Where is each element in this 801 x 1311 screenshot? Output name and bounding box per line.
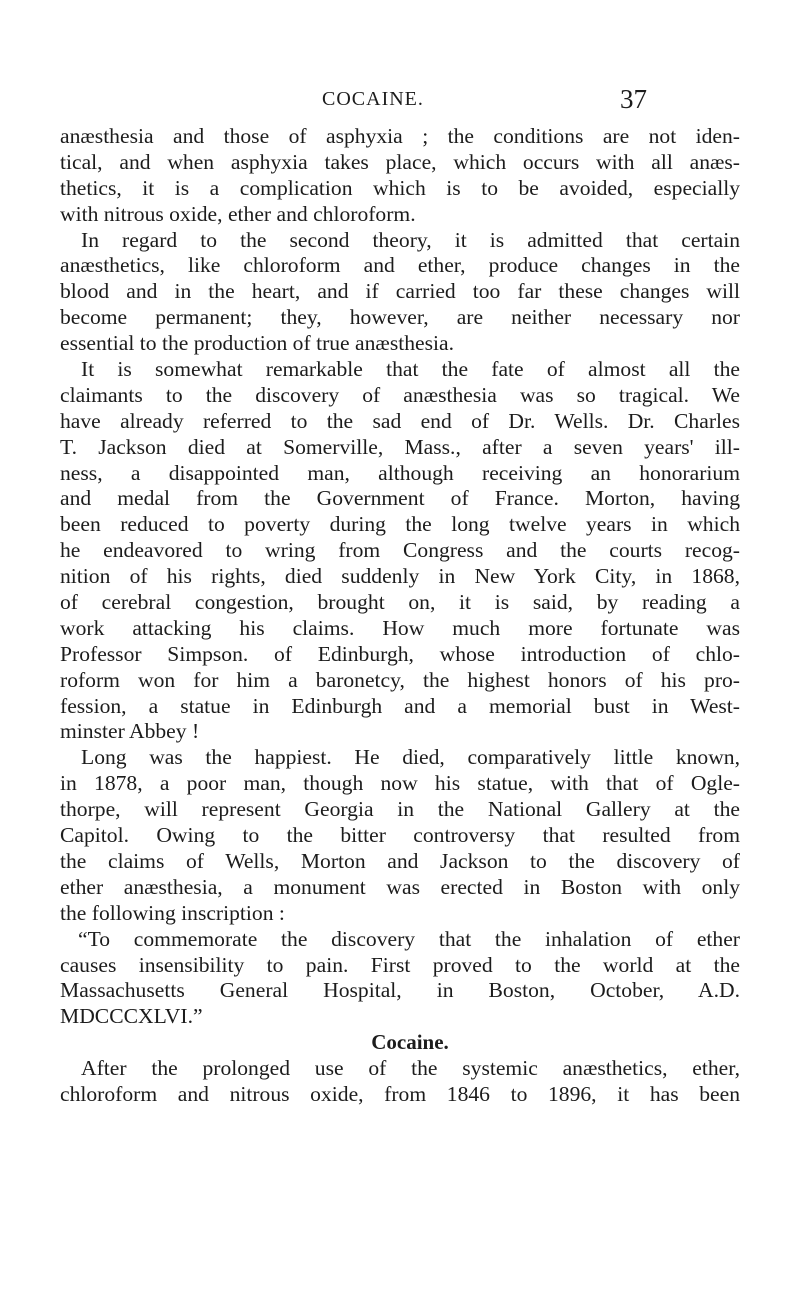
text-line: essential to the production of true anæsthesia.: [60, 331, 454, 356]
text-line: tical, and when asphyxia takes place, which occurs with all anæs-: [60, 149, 740, 174]
text-line: been reduced to poverty during the long twelve years in which: [60, 512, 740, 537]
text-line: with nitrous oxide, ether and chloroform.: [60, 201, 416, 226]
text-line: and medal from the Government of France. Morton, having: [60, 486, 740, 511]
text-line: anæsthesia and those of asphyxia ; the conditions are not iden-: [60, 124, 740, 148]
text-line: fession, a statue in Edinburgh and a memorial bust in West-: [60, 693, 740, 718]
text-line: After the prolonged use of the systemic anæsthetics, ether,: [81, 1056, 740, 1081]
text-line: chloroform and nitrous oxide, from 1846 to 1896, it has been: [60, 1081, 740, 1106]
text-line: minster Abbey !: [60, 719, 200, 744]
page-number: 37: [620, 84, 647, 114]
inscription-line: Massachusetts General Hospital, in Boston, October, A.D.: [60, 978, 740, 1003]
text-line: It is somewhat remarkable that the fate of almost all the: [81, 357, 740, 382]
text-line: anæsthetics, like chloroform and ether, produce changes in the: [60, 253, 740, 278]
text-line: ether anæsthesia, a monument was erected in Boston with only: [60, 874, 740, 899]
text-line: Capitol. Owing to the bitter controversy that resulted from: [60, 823, 740, 848]
text-line: Long was the happiest. He died, comparatively little known,: [81, 745, 740, 770]
inscription-line: “To commemorate the discovery that the inhalation of ether: [78, 926, 740, 951]
section-heading: Cocaine.: [371, 1030, 449, 1055]
text-line: the following inscription :: [60, 900, 285, 925]
text-line: nition of his rights, died suddenly in New York City, in 1868,: [60, 564, 740, 589]
text-line: ness, a disappointed man, although receiving an honorarium: [60, 460, 740, 485]
text-line: become permanent; they, however, are neither necessary nor: [60, 305, 740, 330]
running-title: COCAINE.: [322, 88, 424, 110]
text-line: T. Jackson died at Somerville, Mass., after a seven years' ill-: [60, 434, 740, 459]
inscription-line: MDCCCXLVI.”: [60, 1004, 203, 1029]
text-line: roform won for him a baronetcy, the highest honors of his pro-: [60, 667, 740, 692]
text-line: Professor Simpson. of Edinburgh, whose introduction of chlo-: [60, 641, 740, 666]
text-line: In regard to the second theory, it is admitted that certain: [81, 227, 740, 252]
text-line: in 1878, a poor man, though now his statue, with that of Ogle-: [60, 771, 740, 796]
running-head: [0, 84, 801, 118]
text-line: claimants to the discovery of anæsthesia was so tragical. We: [60, 382, 740, 407]
body-text: [60, 124, 740, 1108]
text-line: have already referred to the sad end of Dr. Wells. Dr. Charles: [60, 408, 740, 433]
text-line: he endeavored to wring from Congress and the courts recog-: [60, 538, 740, 563]
text-line: thetics, it is a complication which is to be avoided, especially: [60, 175, 740, 200]
text-line: blood and in the heart, and if carried too far these changes will: [60, 279, 740, 304]
text-line: work attacking his claims. How much more fortunate was: [60, 615, 740, 640]
inscription-line: causes insensibility to pain. First proved to the world at the: [60, 952, 740, 977]
text-line: thorpe, will represent Georgia in the National Gallery at the: [60, 797, 740, 822]
text-line: of cerebral congestion, brought on, it is said, by reading a: [60, 590, 740, 615]
text-line: the claims of Wells, Morton and Jackson to the discovery of: [60, 848, 740, 873]
